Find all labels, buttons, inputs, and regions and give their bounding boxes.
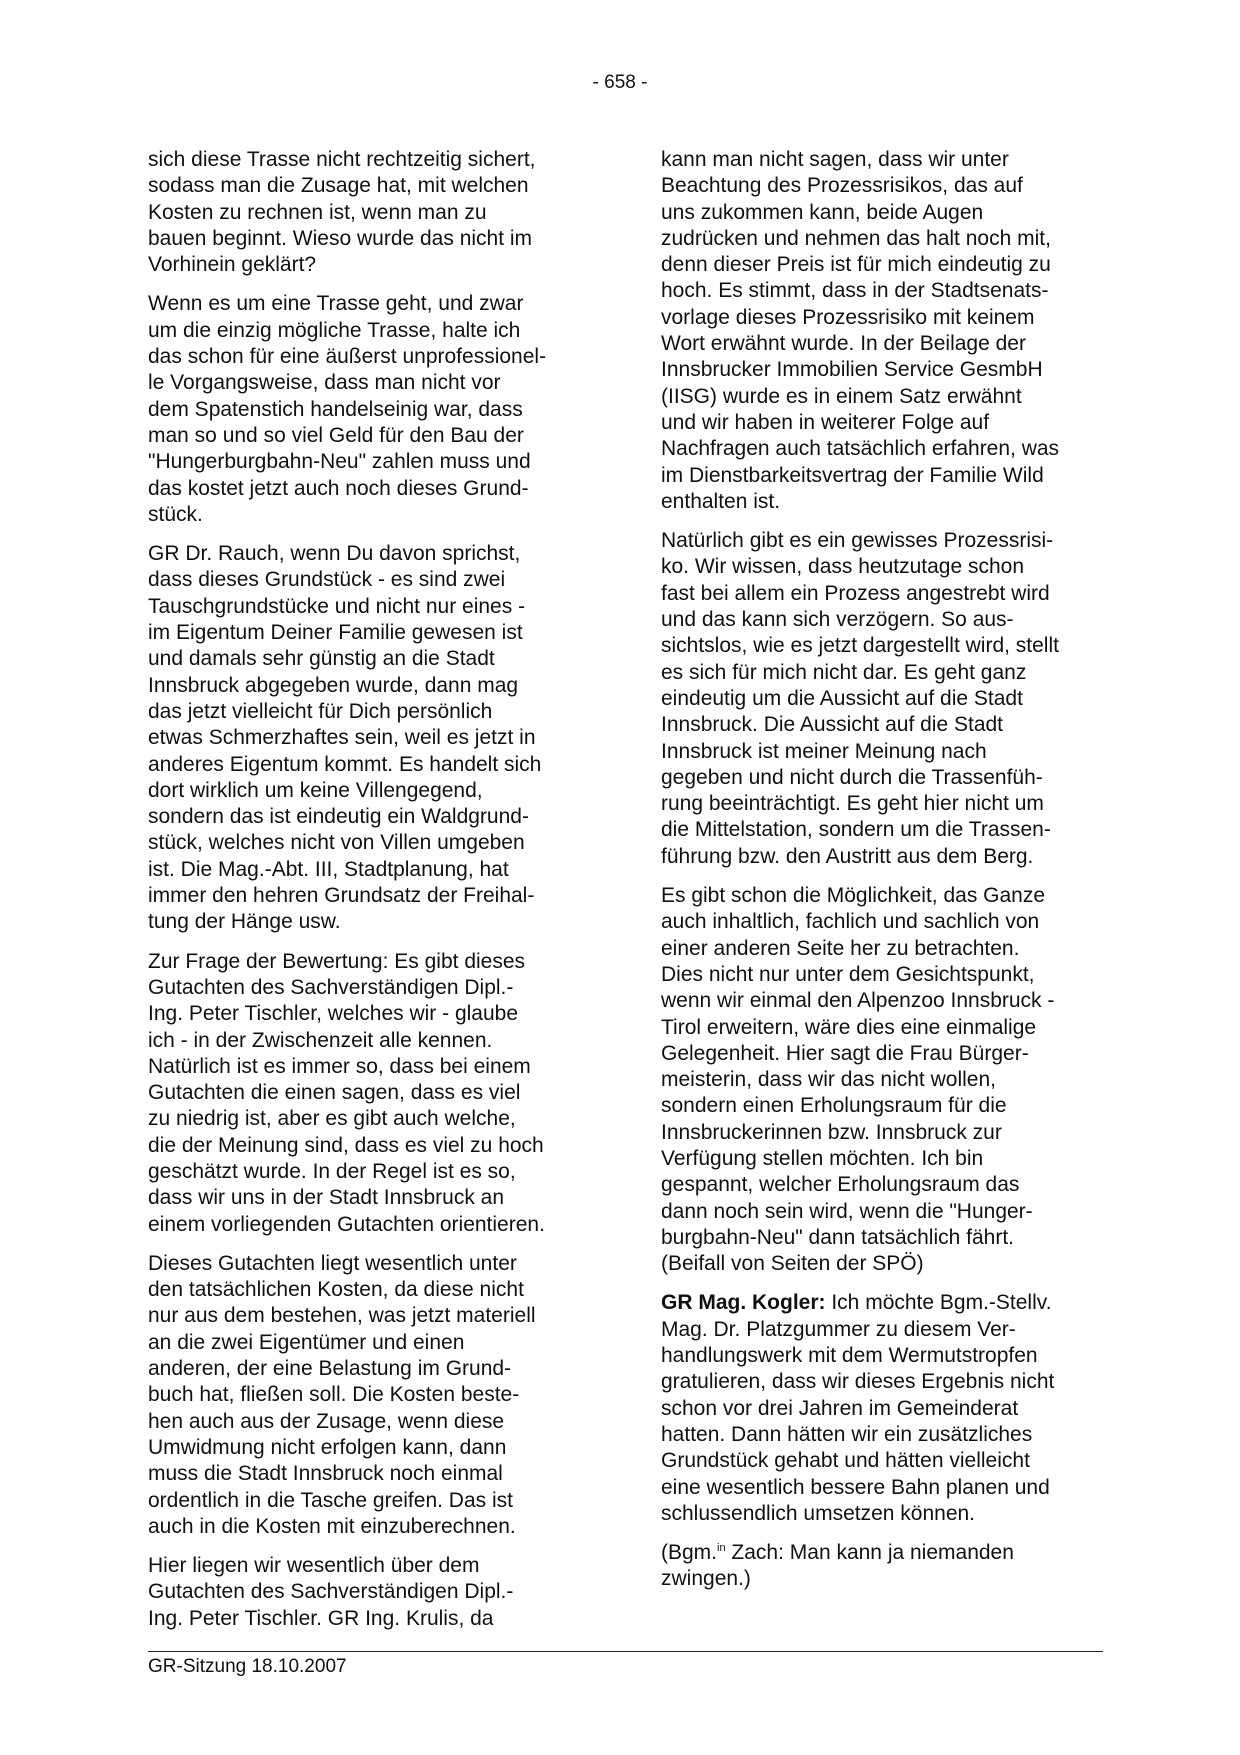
footer-divider: [148, 1651, 1103, 1652]
paragraph: GR Dr. Rauch, wenn Du davon sprichst, dass dieses Grundstück - es sind zwei Tauschgrundstücke und nicht nur eines - im Eigentum Deiner Familie gewesen ist und damals sehr günstig an die Stadt Innsbruck abgegeben wurde, dann mag das jetzt vielleicht für Dich persönlich etwas Schmerzhaftes sein, weil es jetzt in anderes Eigentum kommt. Es handelt sich dort wirklich um keine Villengegend, sondern das ist eindeutig ein Waldgrund- stück, welches nicht von Villen umgeben ist. Die Mag.-Abt. III, Stadtplanung, hat immer den hehren Grundsatz der Freihal- tung der Hänge usw.: [148, 542, 542, 934]
speaker-paragraph: [661, 1290, 1106, 1527]
paragraph: Hier liegen wir wesentlich über dem Gutachten des Sachverständigen Dipl.- Ing. Peter Tischler. GR Ing. Krulis, da: [148, 1554, 514, 1630]
paragraph: Natürlich gibt es ein gewisses Prozessrisi- ko. Wir wissen, dass heutzutage schon fast bei allem ein Prozess angestrebt wird und das kann sich verzögern. So aus- sichtslos, wie es jetzt dargestellt wird, stellt es sich für mich nicht dar. Es geht ganz eindeutig um die Aussicht auf die Stadt Innsbruck. Die Aussicht auf die Stadt Innsbruck ist meiner Meinung nach gegeben und nicht durch die Trassenfüh- rung beeinträchtigt. Es geht hier nicht um die Mittelstation, sondern um die Trassen- führung bzw. den Austritt aus dem Berg.: [661, 529, 1059, 868]
paragraph: kann man nicht sagen, dass wir unter Beachtung des Prozessrisikos, das auf uns zukommen kann, beide Augen zudrücken und nehmen das halt noch mit, denn dieser Preis ist für mich eindeutig zu hoch. Es stimmt, dass in der Stadtsenats- vorlage dieses Prozessrisiko mit keinem Wort erwähnt wurde. In der Beilage der Innsbrucker Immobilien Service GesmbH (IISG) wurde es in einem Satz erwähnt und wir haben in weiterer Folge auf Nachfragen auch tatsächlich erfahren, was im Dienstbarkeitsvertrag der Familie Wild enthalten ist.: [661, 148, 1060, 513]
paragraph: Dieses Gutachten liegt wesentlich unter den tatsächlichen Kosten, da diese nicht nur aus dem bestehen, was jetzt materiell an die zwei Eigentümer und einen anderen, der eine Belastung im Grund- buch hat, fließen soll. Die Kosten beste- hen auch aus der Zusage, wenn diese Umwidmung nicht erfolgen kann, dann muss die Stadt Innsbruck noch einmal ordentlich in die Tasche greifen. Das ist auch in die Kosten mit einzuberechnen.: [148, 1251, 536, 1538]
paragraph: Wenn es um eine Trasse geht, und zwar um die einzig mögliche Trasse, halte ich das schon für eine äußerst unprofessionel- le Vorgangsweise, dass man nicht vor dem Spatenstich handelseinig war, dass man so und so viel Geld für den Bau der "Hungerburgbahn-Neu" zahlen muss und das kostet jetzt auch noch dieses Grund- stück.: [148, 292, 547, 526]
paragraph: sich diese Trasse nicht rechtzeitig sichert, sodass man die Zusage hat, mit welchen Kosten zu rechnen ist, wenn man zu bauen beginnt. Wieso wurde das nicht im Vorhinein geklärt?: [148, 148, 536, 277]
interjection-superscript: in: [717, 1542, 726, 1555]
interjection-paragraph: [661, 1540, 1106, 1593]
interjection-text: Zach: Man kann ja niemanden zwingen.): [661, 1541, 1014, 1591]
paragraph: Zur Frage der Bewertung: Es gibt dieses Gutachten des Sachverständigen Dipl.- Ing. Peter Tischler, welches wir - glaube ich - in der Zwischenzeit alle kennen. Natürlich ist es immer so, dass bei einem Gutachten die einen sagen, dass es viel zu niedrig ist, aber es gibt auch welche, die der Meinung sind, dass es viel zu hoch geschätzt wurde. In der Regel ist es so, dass wir uns in der Stadt Innsbruck an einem vorliegenden Gutachten orientieren.: [148, 949, 545, 1236]
speaker-name: GR Mag. Kogler:: [661, 1291, 826, 1315]
right-column: [661, 147, 1106, 1606]
footer-session-date: GR-Sitzung 18.10.2007: [148, 1656, 347, 1677]
page-number: - 658 -: [592, 72, 648, 93]
paragraph: Es gibt schon die Möglichkeit, das Ganze auch inhaltlich, fachlich und sachlich von einer anderen Seite her zu betrachten. Dies nicht nur unter dem Gesichtspunkt, wenn wir einmal den Alpenzoo Innsbruck - Tirol erweitern, wäre dies eine einmalige Gelegenheit. Hier sagt die Frau Bürger- meisterin, dass wir das nicht wollen, sondern einen Erholungsraum für die Innsbruckerinnen bzw. Innsbruck zur Verfügung stellen möchten. Ich bin gespannt, welcher Erholungsraum das dann noch sein wird, wenn die "Hunger- burgbahn-Neu" dann tatsächlich fährt. (Beifall von Seiten der SPÖ): [661, 884, 1055, 1276]
interjection-open: (Bgm.: [661, 1541, 718, 1565]
left-column: [148, 147, 593, 1645]
speaker-text: Ich möchte Bgm.-Stellv. Mag. Dr. Platzgummer zu diesem Ver- handlungswerk mit dem Wermutstropfen gratulieren, dass wir dieses Ergebnis nicht schon vor drei Jahren im Gemeinderat hatten. Dann hätten wir ein zusätzliches Grundstück gehabt und hätten vielleicht eine wesentlich bessere Bahn planen und schlussendlich umsetzen können.: [661, 1291, 1055, 1525]
